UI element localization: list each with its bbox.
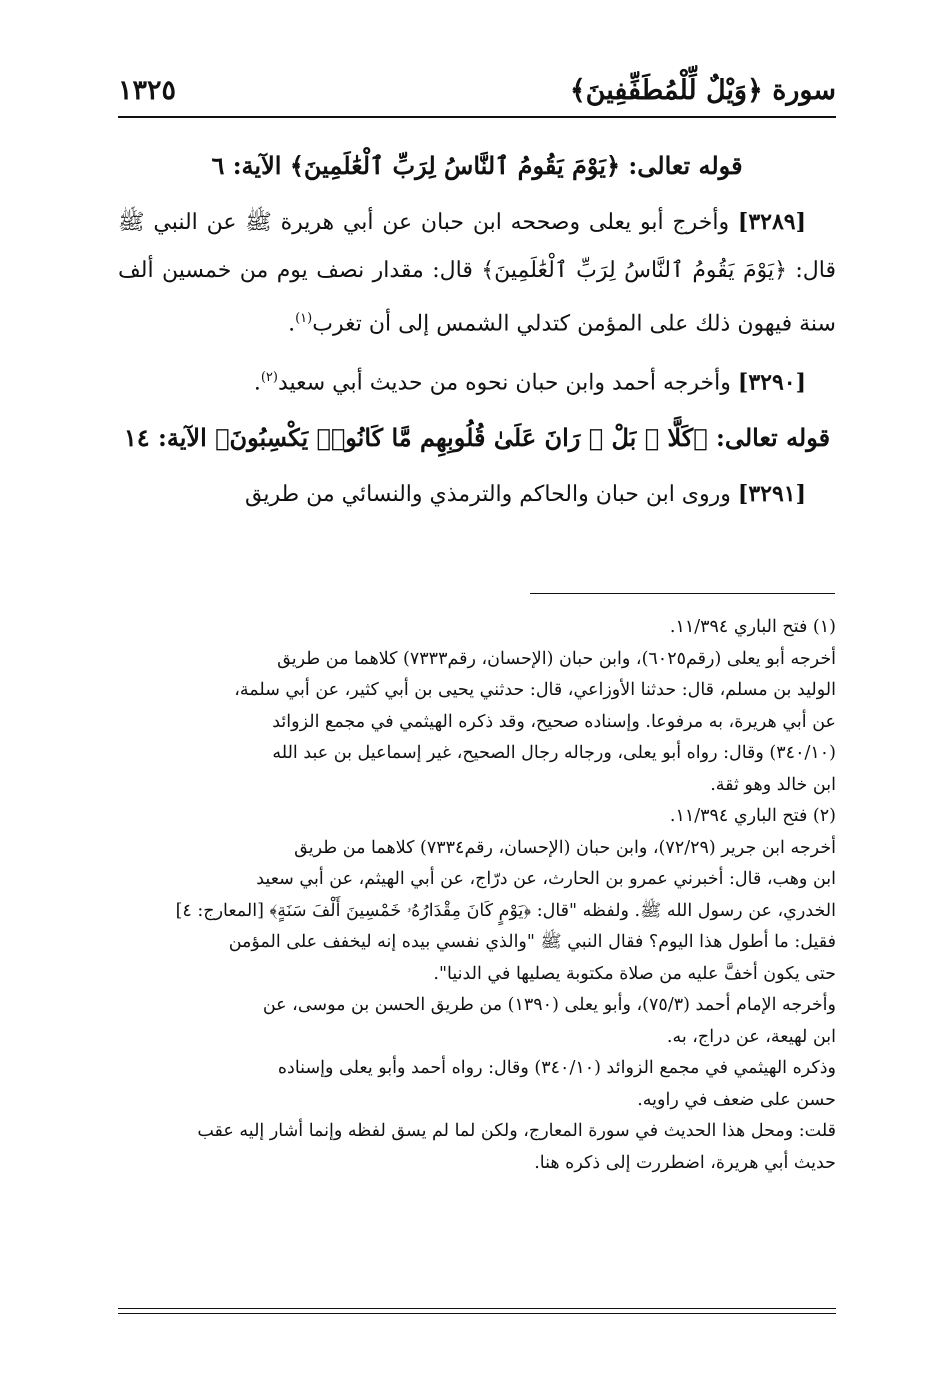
- hadith-text: وأخرج أبو يعلى وصححه ابن حبان عن أبي هريرة ﷺ عن النبي ﷺ قال: ﴿يَوْمَ يَقُومُ ٱلنَّاسُ لِرَبِّ ٱلْعَٰلَمِينَ﴾ قال: مقدار نصف يوم من خمسين ألف سنة فيهون ذلك على المؤمن كتدلي الشمس إلى أن تغرب: [118, 210, 836, 337]
- sentence-end: .: [253, 370, 261, 396]
- footnote-line: الوليد بن مسلم، قال: حدثنا الأوزاعي، قال: حدثني يحيى بن أبي كثير، عن أبي سلمة،: [234, 680, 836, 700]
- footnote-line: أخرجه ابن جرير (٧٢/٢٩)، وابن حبان (الإحسان، رقم٧٣٣٤) كلاهما من طريق: [294, 837, 836, 858]
- footnotes: [118, 612, 836, 1179]
- footnote-line: (١) فتح الباري ١١/٣٩٤.: [669, 617, 836, 637]
- footnote-line: حسن على ضعف في راويه.: [637, 1089, 836, 1110]
- page-header: [118, 68, 836, 112]
- footnote-line: وأخرجه الإمام أحمد (٧٥/٣)، وأبو يعلى (١٣٩٠) من طريق الحسن بن موسى، عن: [262, 995, 836, 1015]
- surah-title: سورة ﴿وَيْلٌ لِّلْمُطَفِّفِينَ﴾: [569, 74, 836, 106]
- footnote-line: ابن وهب، قال: أخبرني عمرو بن الحارث، عن درّاج، عن أبي الهيثم، عن أبي سعيد: [256, 869, 836, 889]
- footnote-line: وذكره الهيثمي في مجمع الزوائد (٣٤٠/١٠) وقال: رواه أحمد وأبو يعلى وإسناده: [277, 1058, 836, 1078]
- footnote-line: فقيل: ما أطول هذا اليوم؟ فقال النبي ﷺ "والذي نفسي بيده إنه ليخفف على المؤمن: [228, 932, 836, 952]
- main-text: [118, 140, 836, 523]
- footnote-line: ابن خالد وهو ثقة.: [710, 774, 836, 795]
- header-divider: [118, 116, 836, 118]
- hadith-number: [٣٢٩١]: [737, 480, 806, 507]
- hadith-text: وأخرجه أحمد وابن حبان نحوه من حديث أبي سعيد: [277, 370, 731, 396]
- footnote-line: (٣٤٠/١٠) وقال: رواه أبو يعلى، ورجاله رجال الصحيح، غير إسماعيل بن عبد الله: [272, 743, 836, 763]
- footnote-line: (٢) فتح الباري ١١/٣٩٤.: [669, 806, 836, 826]
- footnote-line: الخدري، عن رسول الله ﷺ. ولفظه "قال: ﴿يَوْمٍ كَانَ مِقْدَارُهُۥ خَمْسِينَ أَلْفَ سَنَةٍ﴾ [المعارج: ٤]: [175, 900, 836, 921]
- footnote-line: حديث أبي هريرة، اضطررت إلى ذكره هنا.: [534, 1152, 836, 1173]
- footnote-marker: (١): [295, 311, 313, 326]
- footnote-separator: [530, 593, 835, 594]
- footnote-line: ابن لهيعة، عن دراج، به.: [666, 1026, 836, 1047]
- verse-heading-2: قوله تعالى: ﴿كَلَّا ۖ بَلْ ۜ رَانَ عَلَىٰ قُلُوبِهِم مَّا كَانُوا۟ يَكْسِبُونَ﴾ الآية: ١٤: [123, 422, 831, 452]
- bottom-divider-bottom: [118, 1313, 836, 1314]
- footnote-line: قلت: ومحل هذا الحديث في سورة المعارج، ولكن لما لم يسق لفظه وإنما أشار إليه عقب: [197, 1121, 836, 1141]
- sentence-end: .: [288, 311, 296, 337]
- verse-heading-1: قوله تعالى: ﴿يَوْمَ يَقُومُ ٱلنَّاسُ لِرَبِّ ٱلْعَٰلَمِينَ﴾ الآية: ٦: [211, 151, 743, 180]
- footnote-line: حتى يكون أخفَّ عليه من صلاة مكتوبة يصليها في الدنيا".: [433, 963, 836, 984]
- hadith-number: [٣٢٩٠]: [737, 369, 806, 396]
- bottom-divider-top: [118, 1308, 836, 1309]
- footnote-marker: (٢): [260, 370, 278, 386]
- hadith-3291: [118, 470, 836, 519]
- hadith-number: [٣٢٨٩]: [737, 209, 806, 235]
- hadith-text: وروى ابن حبان والحاكم والترمذي والنسائي من طريق: [245, 481, 731, 507]
- hadith-3289: [118, 198, 836, 348]
- footnote-line: عن أبي هريرة، به مرفوعا. وإسناده صحيح، وقد ذكره الهيثمي في مجمع الزوائد: [272, 711, 836, 732]
- footnote-line: أخرجه أبو يعلى (رقم٦٠٢٥)، وابن حبان (الإحسان، رقم٧٣٣٣) كلاهما من طريق: [277, 648, 836, 669]
- page-number: ١٣٢٥: [118, 74, 177, 106]
- hadith-3290: [118, 354, 836, 407]
